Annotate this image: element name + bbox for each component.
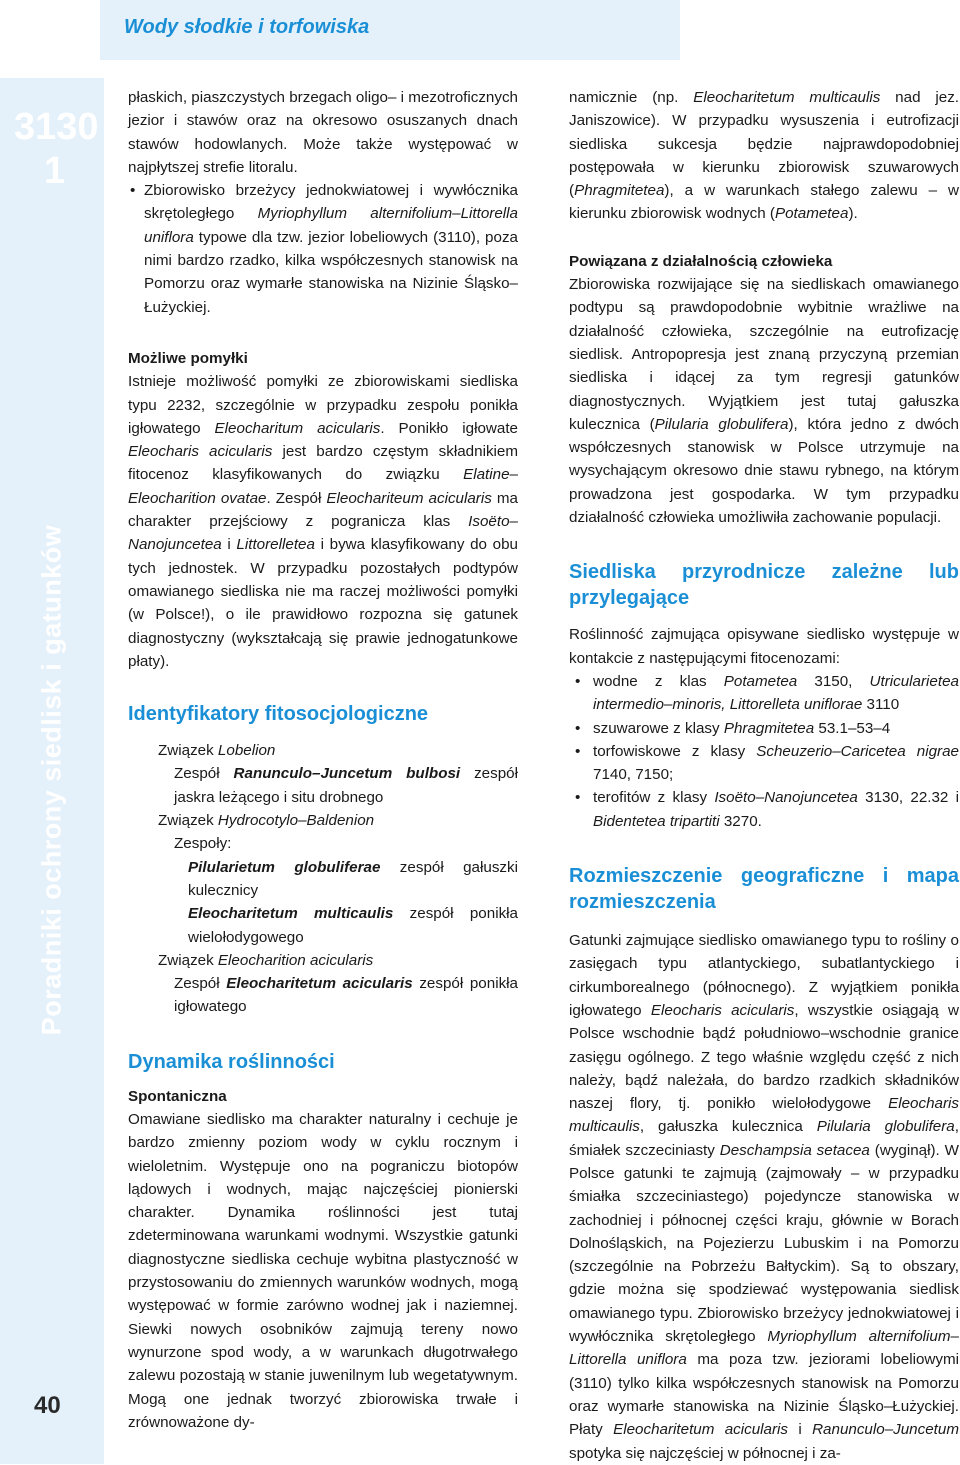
heading-vegetation-dynamics: Dynamika roślinności xyxy=(128,1050,335,1073)
column-left xyxy=(128,86,518,1434)
list-item: • torfowiskowe z klasy Scheuzerio–Caricetea nigrae 7140, 7150; xyxy=(593,740,959,787)
paragraph: Omawiane siedlisko ma charakter naturalny i cechuje je bardzo zmienny poziom wody w cyklu rocznym i wieloletnim. Występuje ono na pograniczu biotopów lądowych i wodnych, mając najczęściej pionierski charakter. Dynamika roślinności jest tutaj zdeterminowana warunkami wodnymi. Wszystkie gatunki diagnostyczne siedliska cechuje wybitna plastyczność w przystosowaniu do zmiennych warunków wodnych, mogą występować w formie zarówno wodnej jak i naziemnej. Siewki nowych osobników zajmują tereny nowo wynurzone spod wody, a w warunkach długotrwałego zalewu pozostają w stanie juwenilnym lub wegetatywnym. Mogą one jednak tworzyć zbiorowiska trwałe i zrównoważone dy- xyxy=(128,1110,518,1431)
alliance-line: Związek Eleocharition acicularis xyxy=(158,951,374,969)
subtype-number: 1 xyxy=(44,150,66,192)
association-line: Eleocharitetum multicaulis zespół ponikła wielołodygowego xyxy=(188,905,518,946)
paragraph: Gatunki zajmujące siedlisko omawianego typu to rośliny o zasięgach typu atlantyckiego, subatlantyckiego i cirkumborealnego (północnego). Z wyjątkiem ponikła igłowatego Eleocharis acicularis, wszystkie osiągają w Polsce wschodnie bądź południowo–wschodnie granice zasięgu ogólnego. Z tego właśnie względu część z nich należy, bądź należała, do bardzo rzadkich składników naszej flory, tj. ponikło wielołodygowe Eleocharis multicaulis, gałuszka kulecznica Pilularia globulifera, śmiałek szczeciniasty Deschampsia setacea (wyginął). W Polsce gatunki te zajmują (zajmowały – w przypadku śmiałka szczeciniastego) pojedyncze stanowiska w zachodniej i północnej części kraju, głównie w Borach Dolnośląskich, na Pojezierzu Lubuskim i na Pomorzu (szczególnie na Pobrzeżu Bałtyckim). Są to obszary, gdzie można się spodziewać występowania siedlisk omawianego typu. Zbiorowisko brzeżycy jednokwiatowej i wywłócznika skrętoległego Myriophyllum alternifolium–Littorella uniflora ma poza tzw. jeziorami lobeliowymi (3110) tylko kilka współczesnych stanowisk na Pomorzu oraz wymarłe stanowiska na Nizinie Śląsko–Łużyckiej. Płaty Eleocharitetum acicularis i Ranunculo–Juncetum spotyka się najczęściej w północnej i za- xyxy=(569,932,960,1462)
heading-phytosociological-identifiers: Identyfikatory fitosocjologiczne xyxy=(128,703,429,726)
heading-related-habitats: Siedliska przyrodnicze zależne lub przylegające xyxy=(569,561,959,610)
list-item: • szuwarowe z klasy Phragmitetea 53.1–53–4 xyxy=(593,717,959,740)
bullet-item: • Zbiorowisko brzeżycy jednokwiatowej i wywłócznika skrętoległego Myriophyllum alternifolium–Littorella uniflora typowe dla tzw. jezior lobeliowych (3110), poza nimi bardzo rzadko, kilka współczesnych stanowisk na Pomorzu oraz wymarłe stanowiska na Nizinie Śląsko–Łużyckiej. xyxy=(128,179,518,319)
paragraph: namicznie (np. Eleocharitetum multicaulis nad jez. Janiszowice). W przypadku wysuszenia i eutrofizacji siedliska sukcesja będzie najprawdopodobniej postępowała w kierunku zbiorowisk szuwarowych (Phragmitetea), a w warunkach stałego zalewu – w kierunku zbiorowisk wodnych (Potametea). xyxy=(569,89,960,223)
association-line: Pilularietum globuliferae zespół gałuszki kulecznicy xyxy=(188,858,518,899)
page-number: 40 xyxy=(34,1392,61,1419)
subheading-spontaneous: Spontaniczna xyxy=(128,1087,227,1105)
paragraph: Istnieje możliwość pomyłki ze zbiorowiskami siedliska typu 2232, szczególnie w przypadku zespołu ponikła igłowatego Eleocharitum acicularis. Ponikło igłowate Eleocharis acicularis jest bardzo częstym składnikiem fitocenoz klasyfikowanych do związku Elatine–Eleocharition ovatae. Zespół Eleochariteum acicularis ma charakter przejściowy z pogranicza klas Isoëto–Nanojuncetea i Littorelletea i bywa klasyfikowany do obu tych jednostek. W przypadku pozostałych podtypów omawianego siedliska nie ma raczej możliwości pomyłki (w Polsce!), o ile prawidłowo rozpozna się gatunek diagnostyczny (wykształcają się prawie jednogatunkowe płaty). xyxy=(128,373,519,670)
series-title-vertical: Poradniki ochrony siedlisk i gatunków xyxy=(36,524,67,1036)
running-header: Wody słodkie i torfowiska xyxy=(124,16,370,38)
contact-list xyxy=(569,670,959,833)
association-line: Zespół Ranunculo–Juncetum bulbosi zespół jaskra leżącego i situ drobnego xyxy=(174,765,518,806)
habitat-code: 3130 xyxy=(14,106,99,148)
heading-geographic-distribution: Rozmieszczenie geograficzne i mapa rozmieszczenia xyxy=(569,865,959,914)
paragraph: Roślinność zajmująca opisywane siedlisko występuje w kontakcie z następującymi fitocenozami: xyxy=(569,626,959,667)
alliance-line: Związek Hydrocotylo–Baldenion xyxy=(158,812,375,830)
list-item: • terofitów z klasy Isoëto–Nanojuncetea 3130, 22.32 i Bidentetea tripartiti 3270. xyxy=(593,786,959,833)
paragraph: Zbiorowiska rozwijające się na siedliskach omawianego podtypu są prawdopodobnie wybitnie wrażliwe na działalność człowieka, szczególnie na eutrofizację siedlisk. Antropopresja jest znaną przyczyną przemian siedliska i idącej za tym regresji gatunków diagnostycznych. Wyjątkiem jest tutaj gałuszka kulecznica (Pilularia globulifera), która jedno z dwóch współczesnych stanowisk w Polsce utrzymuje na wysychającym okresowo dnie stawu rybnego, na którym prowadzona jest gospodarka. W tym przypadku działalność człowieka umożliwiła zachowanie populacji. xyxy=(569,276,959,527)
heading-human-activity: Powiązana z działalnością człowieka xyxy=(569,252,833,270)
column-right xyxy=(569,86,959,1465)
alliance-line: Związek Lobelion xyxy=(158,742,276,760)
list-item: • wodne z klas Potametea 3150, Utricularietea intermedio–minoris, Littorelleta uniflorae 3110 xyxy=(593,670,959,717)
association-line: Zespół Eleocharitetum acicularis zespół ponikła igłowatego xyxy=(174,975,518,1016)
associations-label: Zespoły: xyxy=(174,835,232,853)
paragraph: płaskich, piaszczystych brzegach oligo– i mezotroficznych jezior i stawów oraz na okresowo osuszanych dnach stawów hodowlanych. Może także występować w najpłytszej strefie litoralu. xyxy=(128,89,518,176)
heading-possible-mistakes: Możliwe pomyłki xyxy=(128,349,248,367)
